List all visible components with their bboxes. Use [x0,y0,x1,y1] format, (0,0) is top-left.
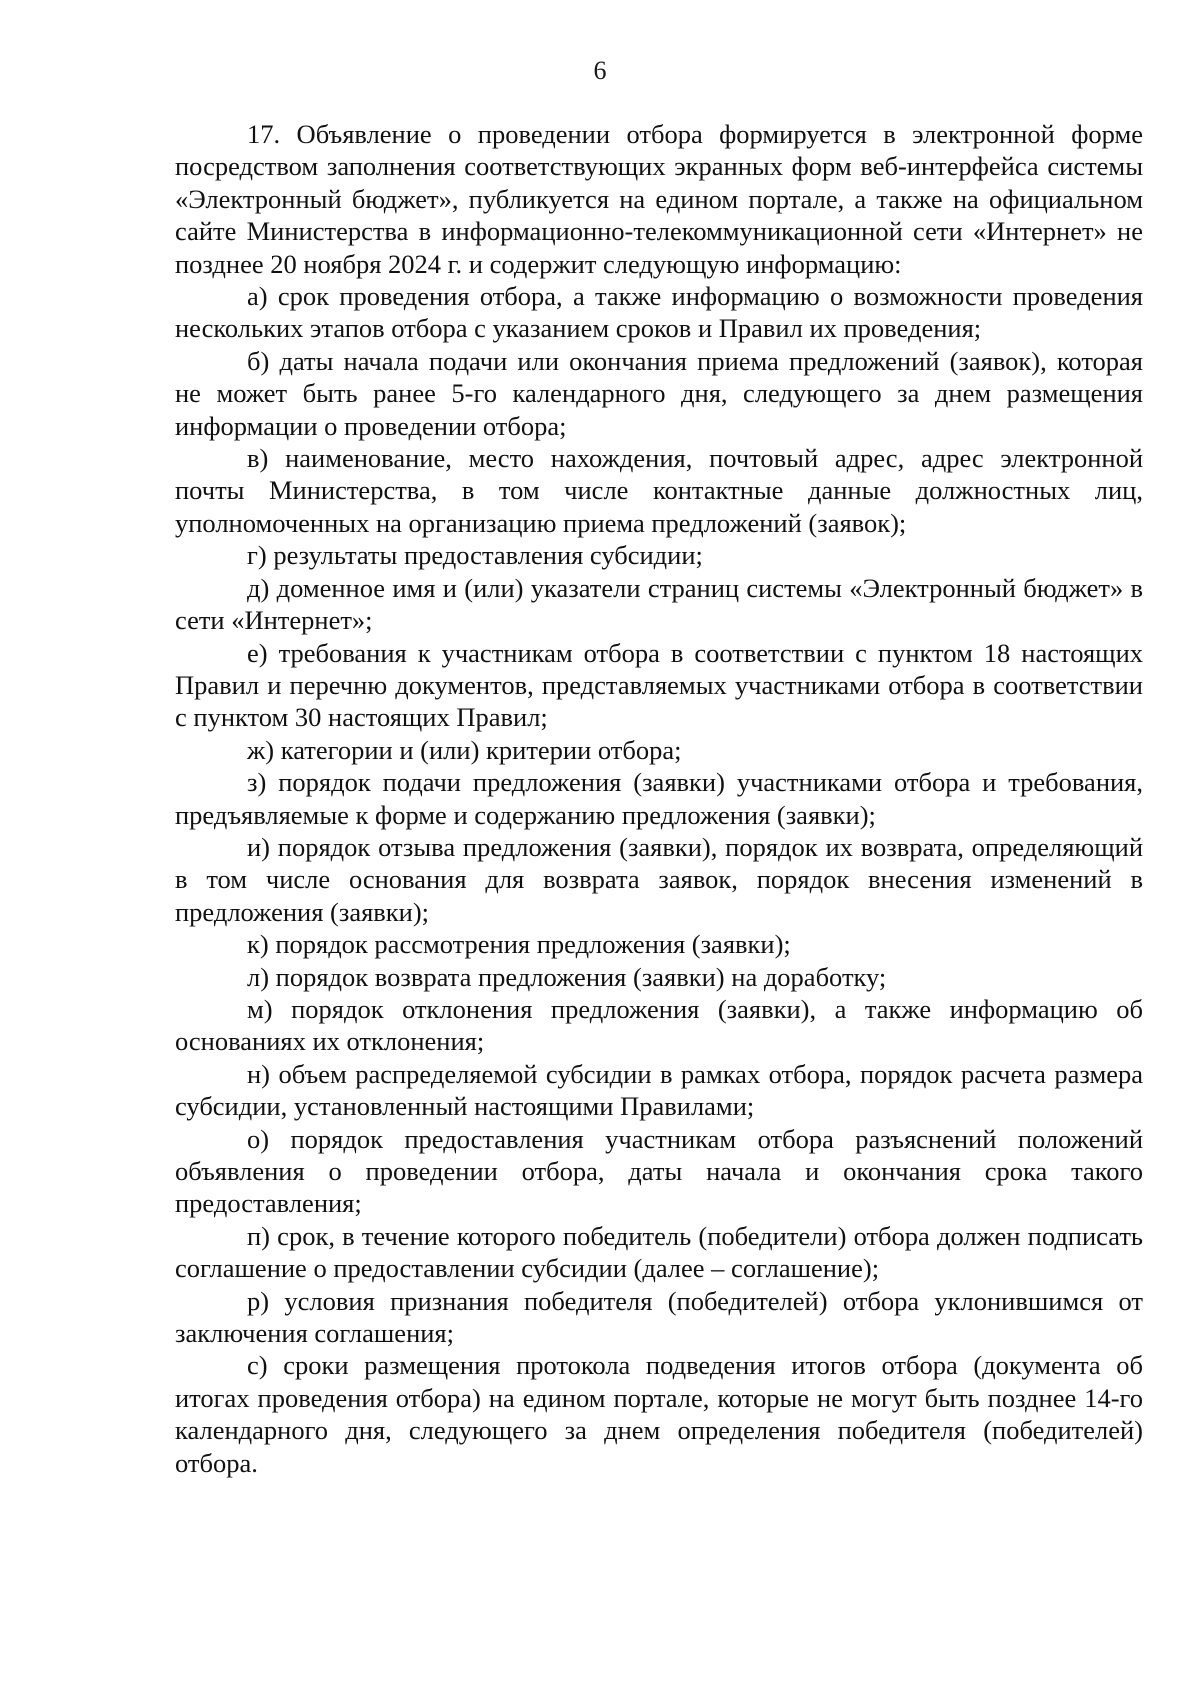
list-item-b: б) даты начала подачи или окончания приема предложений (заявок), которая не может быть ранее 5-го календарного дня, следующего за днем размещения информации о проведении отбора; [175,345,1143,441]
list-item-n: н) объем распределяемой субсидии в рамках отбора, порядок расчета размера субсидии, установленный настоящими Правилами; [175,1058,1143,1122]
list-item-z: з) порядок подачи предложения (заявки) участниками отбора и требования, предъявляемые к форме и содержанию предложения (заявки); [175,767,1143,830]
list-item-o: о) порядок предоставления участникам отбора разъяснений положений объявления о проведении отбора, даты начала и окончания срока такого предоставления; [175,1123,1143,1219]
list-item-e: е) требования к участникам отбора в соответствии с пунктом 18 настоящих Правил и перечню документов, представляемых участниками отбора в соответствии с пунктом 30 настоящих Правил; [175,637,1143,733]
list-item-g: г) результаты предоставления субсидии; [247,540,703,571]
list-item-r: р) условия признания победителя (победителей) отбора уклонившимся от заключения соглашения; [175,1285,1143,1349]
list-item-p: п) срок, в течение которого победитель (победители) отбора должен подписать соглашение о предоставлении субсидии (далее – соглашение); [175,1220,1143,1284]
page-number: 6 [593,56,607,85]
list-item-s: с) сроки размещения протокола подведения итогов отбора (документа об итогах проведения отбора) на едином портале, которые не могут быть позднее 14-го календарного дня, следующего за днем определения победителя (победителей) отбора. [175,1350,1143,1478]
list-item-v: в) наименование, место нахождения, почтовый адрес, адрес электронной почты Министерства, в том числе контактные данные должностных лиц, уполномоченных на организацию приема предложений (заявок); [175,443,1143,538]
list-item-a: а) срок проведения отбора, а также информацию о возможности проведения нескольких этапов отбора с указанием сроков и Правил их проведения; [175,281,1143,344]
list-item-d: д) доменное имя и (или) указатели страниц системы «Электронный бюджет» в сети «Интернет»; [175,572,1143,636]
paragraph-17-intro: 17. Объявление о проведении отбора формируется в электронной форме посредством заполнения соответствующих экранных форм веб-интерфейса системы «Электронный бюджет», публикуется на едином портале, а также на официальном сайте Министерства в информационно-телекоммуникационной сети «Интернет» не позднее 20 ноября 2024 г. и содержит следующую информацию: [175,119,1143,279]
document-body [175,118,1143,1479]
list-item-zh: ж) категории и (или) критерии отбора; [247,734,682,765]
list-item-m: м) порядок отклонения предложения (заявки), а также информацию об основаниях их отклонения; [175,993,1143,1057]
list-item-i: и) порядок отзыва предложения (заявки), порядок их возврата, определяющий в том числе основания для возврата заявок, порядок внесения изменений в предложения (заявки); [175,831,1143,927]
list-item-k: к) порядок рассмотрения предложения (заявки); [247,929,791,960]
list-item-l: л) порядок возврата предложения (заявки) на доработку; [247,961,887,992]
